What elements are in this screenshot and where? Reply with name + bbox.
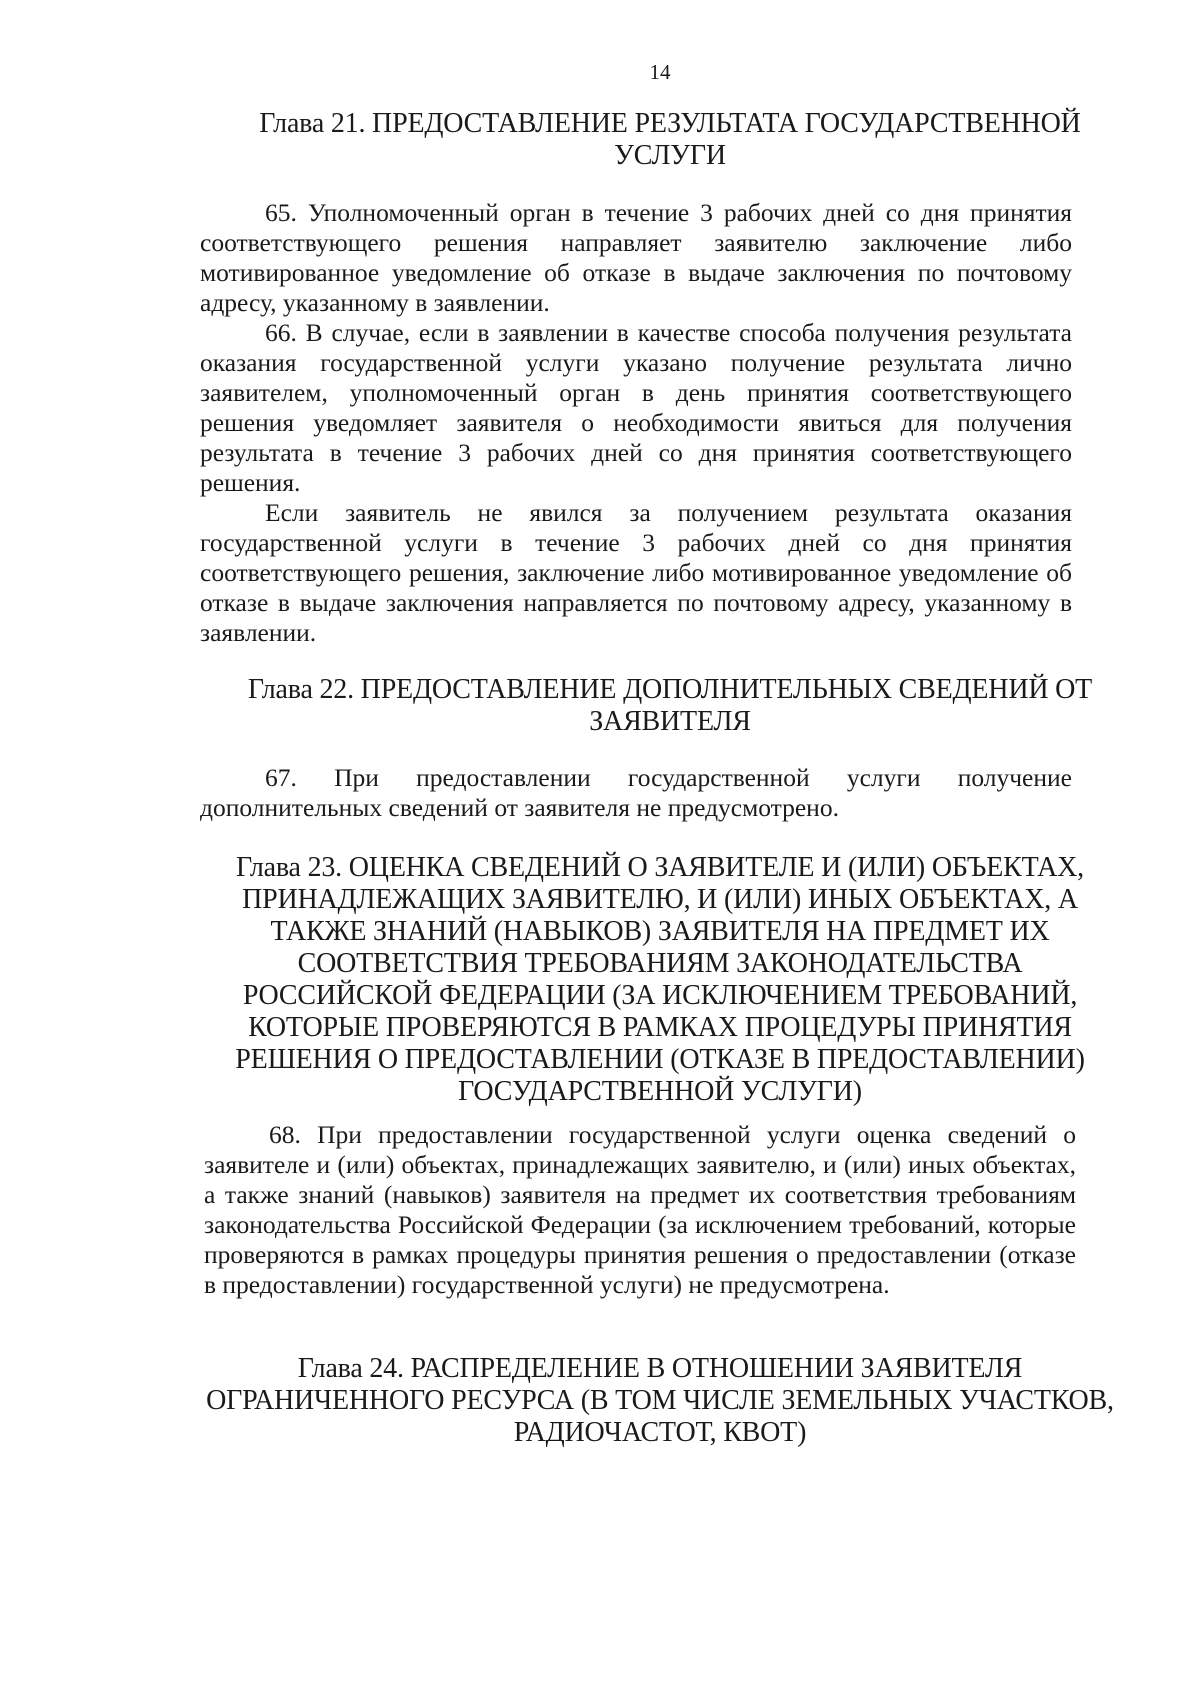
chapter-21-title	[220, 108, 1120, 172]
chapter-24-title-line-2: ОГРАНИЧЕННОГО РЕСУРСА (В ТОМ ЧИСЛЕ ЗЕМЕЛЬНЫХ УЧАСТКОВ,	[206, 1385, 1114, 1416]
chapter-23-title-line-1: Глава 23. ОЦЕНКА СВЕДЕНИЙ О ЗАЯВИТЕЛЕ И (ИЛИ) ОБЪЕКТАХ,	[236, 852, 1084, 883]
chapter-24-title	[190, 1353, 1130, 1449]
page-number: 14	[649, 60, 671, 84]
chapter-23-title-line-8: ГОСУДАРСТВЕННОЙ УСЛУГИ)	[458, 1076, 862, 1107]
paragraph-66: 66. В случае, если в заявлении в качестве способа получения результата оказания государственной услуги указано получение результата лично заявителем, уполномоченный орган в день принятия соответствующего решения уведомляет заявителя о необходимости явиться для получения результата в течение 3 рабочих дней со дня принятия соответствующего решения.	[200, 318, 1072, 497]
chapter-23-title-line-5: РОССИЙСКОЙ ФЕДЕРАЦИИ (ЗА ИСКЛЮЧЕНИЕМ ТРЕБОВАНИЙ,	[242, 980, 1078, 1011]
paragraph-68: 68. При предоставлении государственной услуги оценка сведений о заявителе и (или) объектах, принадлежащих заявителю, и (или) иных объектах, а также знаний (навыков) заявителя на предмет их соответствия требованиям законодательства Российской Федерации (за исключением требований, которые проверяются в рамках процедуры принятия решения о предоставлении (отказе в предоставлении) государственной услуги) не предусмотрена.	[204, 1120, 1076, 1299]
chapter-22-title-line-1: Глава 22. ПРЕДОСТАВЛЕНИЕ ДОПОЛНИТЕЛЬНЫХ СВЕДЕНИЙ ОТ	[247, 674, 1093, 705]
paragraph-66-continuation: Если заявитель не явился за получением результата оказания государственной услуги в течение 3 рабочих дней со дня принятия соответствующего решения, заключение либо мотивированное уведомление об отказе в выдаче заключения направляется по почтовому адресу, указанному в заявлении.	[200, 498, 1072, 647]
chapter-24-title-line-1: Глава 24. РАСПРЕДЕЛЕНИЕ В ОТНОШЕНИИ ЗАЯВИТЕЛЯ	[297, 1353, 1023, 1384]
chapter-23-title-line-6: КОТОРЫЕ ПРОВЕРЯЮТСЯ В РАМКАХ ПРОЦЕДУРЫ ПРИНЯТИЯ	[248, 1012, 1072, 1043]
chapter-23-title-line-4: СООТВЕТСТВИЯ ТРЕБОВАНИЯМ ЗАКОНОДАТЕЛЬСТВА	[297, 948, 1023, 979]
chapter-23-title-line-7: РЕШЕНИЯ О ПРЕДОСТАВЛЕНИИ (ОТКАЗЕ В ПРЕДОСТАВЛЕНИИ)	[235, 1044, 1085, 1075]
chapter-22-title-line-2: ЗАЯВИТЕЛЯ	[589, 706, 751, 737]
chapter-23-title-line-3: ТАКЖЕ ЗНАНИЙ (НАВЫКОВ) ЗАЯВИТЕЛЯ НА ПРЕДМЕТ ИХ	[270, 916, 1050, 947]
chapter-22-title	[220, 674, 1120, 738]
chapter-21-title-line-1: Глава 21. ПРЕДОСТАВЛЕНИЕ РЕЗУЛЬТАТА ГОСУДАРСТВЕННОЙ	[259, 108, 1081, 139]
chapter-21-title-line-2: УСЛУГИ	[614, 140, 726, 171]
paragraph-67: 67. При предоставлении государственной услуги получение дополнительных сведений от заявителя не предусмотрено.	[200, 763, 1072, 822]
chapter-23-title	[200, 852, 1120, 1108]
paragraph-65: 65. Уполномоченный орган в течение 3 рабочих дней со дня принятия соответствующего решения направляет заявителю заключение либо мотивированное уведомление об отказе в выдаче заключения по почтовому адресу, указанному в заявлении.	[200, 198, 1072, 317]
chapter-24-title-line-3: РАДИОЧАСТОТ, КВОТ)	[513, 1417, 807, 1448]
chapter-23-title-line-2: ПРИНАДЛЕЖАЩИХ ЗАЯВИТЕЛЮ, И (ИЛИ) ИНЫХ ОБЪЕКТАХ, А	[242, 884, 1078, 915]
